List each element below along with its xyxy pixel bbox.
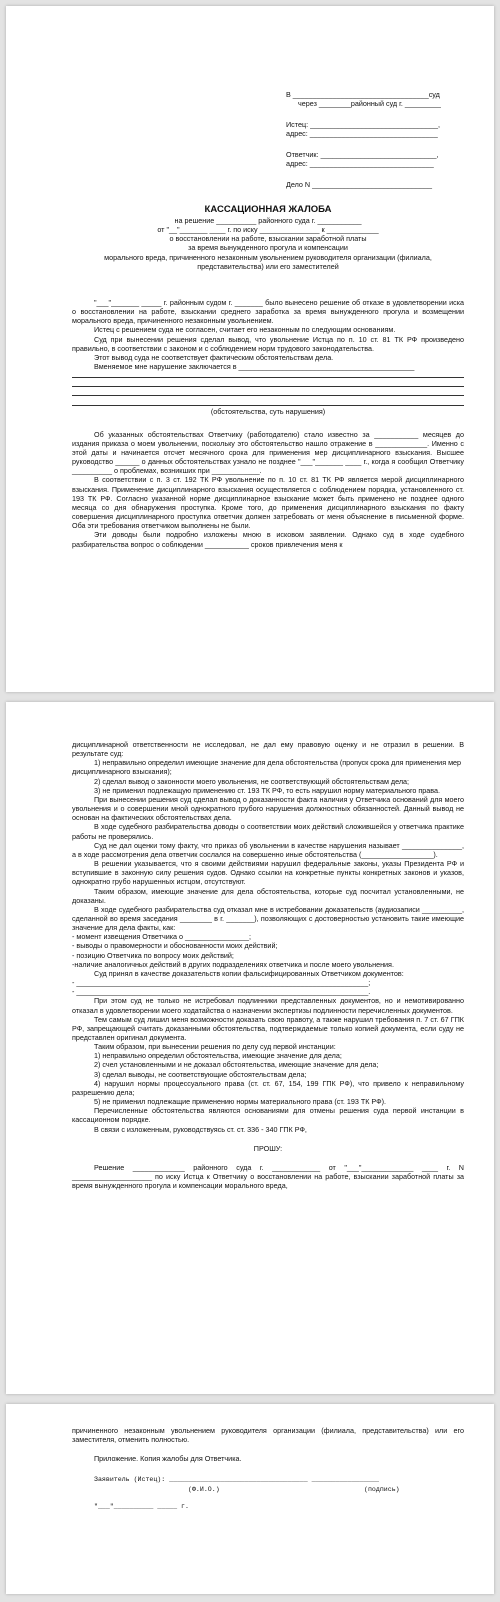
paragraph: При этом суд не только не истребовал подлинники представленных документов, но и немотивированно отказал в удовлетворении моего ходатайства о назначении экспертизы подлинности перечисленных документов. [72, 996, 464, 1015]
list-item: -наличие аналогичных действий в других подразделениях ответчика и после моего увольнения. [72, 959, 394, 969]
paragraph: причиненного незаконным увольнением руководителя организации (филиала, представительства) или его заместителя, отменить полностью. [72, 1426, 464, 1445]
paragraph: В ходе судебного разбирательства доводы о соответствии моих действий сложившейся у ответчика практике работы не проверялись. [72, 822, 464, 841]
case-number-line: Дело N ______________________________ [286, 180, 433, 189]
blank-line [72, 386, 464, 387]
paragraph: Суд принял в качестве доказательств копии фальсифицированных Ответчиком документов: [94, 968, 404, 978]
defendant-address-line: адрес: _______________________________ [286, 159, 434, 168]
signature-caption: (подпись) [364, 1485, 400, 1493]
subtitle-line: на решение __________ районного суда г. ___________ [174, 216, 362, 225]
subtitle-line: представительства) или его заместителей [197, 261, 339, 271]
paragraph: Таким образом, при вынесении решения по делу суд первой инстанции: [94, 1042, 336, 1052]
paragraph: В ходе судебного разбирательства суд отказал мне в истребовании доказательств (аудиозаписи __________, сделанной во время заседания ________ в г. _______), позволяющих с достоверностью установить такие имеющие значение для дела факты, как: [72, 904, 464, 933]
document-title: КАССАЦИОННАЯ ЖАЛОБА [204, 204, 332, 215]
paragraph: Тем самым суд лишил меня возможности доказать свою правоту, а также нарушил требования п. 7 ст. 67 ГПК РФ, запрещающей считать доказанными обстоятельства, подтверждаемые только копией документа, если суду не представлен оригинал документа. [72, 1014, 464, 1042]
list-item: 1) неправильно определил имеющие значение для дела обстоятельства (пропуск срока для применения мер дисциплинарного взыскания); [72, 758, 462, 777]
page-1-body [72, 298, 464, 549]
blank-list-item: - _________________________________________________________________________; [72, 978, 371, 988]
title-block [72, 204, 464, 271]
date-line: "___"__________ _____ г. [94, 1502, 189, 1510]
document-page-1 [6, 6, 494, 692]
paragraph: Эти доводы были подробно изложены мною в исковом заявлении. Однако суд в ходе судебного разбирательства вопрос о соблюдении ___________ сроков привлечения меня к [72, 530, 464, 549]
list-item: 3) сделал выводы, не соответствующие обстоятельствам дела; [94, 1069, 307, 1079]
paragraph: Решение _____________ районного суда г. ____________ от "___"_____________ ____ г. N ____________________ по иску Истца к Ответчику о восстановлении на работе, взыскании заработной платы за время вынужденного прогула и компенсации морального вреда, [72, 1162, 464, 1191]
paragraph: Суд не дал оценки тому факту, что приказ об увольнении в качестве нарушения называет _______________, а в ходе рассмотрения дела ответчик сослался на совершенно иные обстоятельства (__________________). [72, 840, 464, 859]
court-line: В __________________________________суд [286, 90, 440, 99]
paragraph: Суд при вынесении решения сделал вывод, что увольнение Истца по п. 10 ст. 81 ТК РФ произведено правильно, в соответствии с законом и с соблюдением норм трудового законодательства. [72, 334, 464, 353]
blank-caption: (обстоятельства, суть нарушения) [210, 406, 326, 416]
paragraph: Истец с решением суда не согласен, считает его незаконным по следующим основаниям. [94, 325, 396, 335]
paragraph: "___"_______ _____ г. районным судом г. _______ было вынесено решение об отказе в удовлетворении иска о восстановлении на работе, взыскании среднего заработка за время вынужденного прогула и возмещении морального вреда, причиненного незаконным увольнением. [72, 298, 464, 326]
list-item: 3) не применил подлежащую применению ст. 193 ТК РФ, то есть нарушил норму материального права. [94, 785, 441, 795]
list-item: 2) счел установленными и не доказал обстоятельства, имеющие значение для дела; [94, 1060, 379, 1070]
subtitle-line: о восстановлении на работе, взыскании заработной платы [169, 234, 367, 244]
page-3-body [72, 1426, 464, 1511]
paragraph: Таким образом, имеющие значение для дела обстоятельства, которые суд посчитал установленными, не доказаны. [72, 886, 464, 905]
defendant-line: Ответчик: _____________________________, [286, 150, 439, 159]
list-item: 1) неправильно определил обстоятельства, имеющие значение для дела; [94, 1051, 342, 1061]
paragraph: В связи с изложенным, руководствуясь ст. ст. 336 - 340 ГПК РФ, [94, 1124, 307, 1134]
addressee-block [286, 86, 466, 189]
request-heading: ПРОШУ: [253, 1143, 283, 1153]
paragraph: дисциплинарной ответственности не исследовал, не дал ему правовую оценку и не отразил в решении. В результате суд: [72, 740, 464, 759]
list-item: - выводы о правомерности и обоснованности моих действий; [72, 941, 278, 951]
list-item: - момент извещения Ответчика о ________________; [72, 932, 251, 942]
subtitle-line: от "__"_______ ____ г. по иску _______________ к _____________ [157, 225, 379, 235]
via-court-line: через ________районный суд г. _________ [298, 99, 441, 108]
paragraph: В решении указывается, что я своими действиями нарушил федеральные законы, указы Президента РФ и вступившие в законную силу решения судов. Однако ссылки на конкретные пункты конкретных законов и указов, однократно грубо нарушенных истцом, отсутствуют. [72, 859, 464, 887]
list-item: - позицию Ответчика по вопросу моих действий; [72, 950, 234, 960]
paragraph: В соответствии с п. 3 ст. 192 ТК РФ увольнение по п. 10 ст. 81 ТК РФ является мерой дисциплинарного взыскания. Применение дисциплинарного взыскания осуществляется с соблюдением порядка, установленного ст. 193 ТК РФ. Согласно указанной норме дисциплинарное взыскание может быть применено не позднее одного месяца со дня обнаружения проступка. Кроме того, до применения дисциплинарного взыскания по факту совершения дисциплинарного проступка ответчик должен затребовать от меня объяснение в письменной форме. Оба эти требования ответчиком выполнены не были. [72, 475, 464, 531]
attachment-line: Приложение. Копия жалобы для Ответчика. [94, 1454, 242, 1464]
plaintiff-line: Истец: ________________________________, [286, 120, 440, 129]
fio-caption: (Ф.И.О.) [188, 1485, 220, 1493]
blank-line [72, 377, 464, 378]
paragraph: При вынесении решения суд сделал вывод о доказанности факта наличия у Ответчика оснований для моего увольнения и о совершении мной однократного грубого нарушения должностных обязанностей. Данный вывод не основан на фактических обстоятельствах дела. [72, 794, 464, 823]
signature-line: Заявитель (Истец): ___________________________________ _________________ [94, 1476, 379, 1484]
blank-line [72, 405, 464, 406]
paragraph: Этот вывод суда не соответствует фактическим обстоятельствам дела. [94, 352, 334, 362]
paragraph: Вменяемое мне нарушение заключается в ____________________________________________ [94, 362, 415, 372]
subtitle-line: морального вреда, причиненного незаконным увольнением руководителя организации (филиала, [104, 252, 432, 262]
plaintiff-address-line: адрес: ________________________________ [286, 129, 438, 138]
list-item: 5) не применил подлежащие применению нормы материального права (ст. 193 ТК РФ). [94, 1097, 386, 1107]
document-page-3 [6, 1404, 494, 1594]
document-page-2 [6, 702, 494, 1394]
paragraph: Перечисленные обстоятельства являются основаниями для отмены решения суда первой инстанции в кассационном порядке. [72, 1106, 464, 1125]
blank-line [72, 395, 464, 396]
page-2-body [72, 740, 464, 1190]
blank-list-item: - _________________________________________________________________________. [72, 987, 371, 997]
list-item: 2) сделал вывод о законности моего увольнения, не соответствующий обстоятельствам дела; [94, 776, 410, 786]
list-item: 4) нарушил нормы процессуального права (ст. ст. 67, 154, 199 ГПК РФ), что привело к неправильному разрешению дела; [72, 1078, 464, 1097]
paragraph: Об указанных обстоятельствах Ответчику (работодателю) стало известно за ___________ месяцев до издания приказа о моем увольнении, поскольку это обстоятельство нашло отражение в _____________. Именно с этой даты и начинается отсчет месячного срока для применения мер дисциплинарного взыскания. Высшее руководство ______ о данных обстоятельствах узнало не позднее "___"_______ ____ г., когда я сообщил Ответчику __________ о проблемах, возникших при ____________. [72, 429, 464, 476]
signature-captions [72, 1485, 464, 1494]
subtitle-line: за время вынужденного прогула и компенсации [188, 243, 348, 253]
